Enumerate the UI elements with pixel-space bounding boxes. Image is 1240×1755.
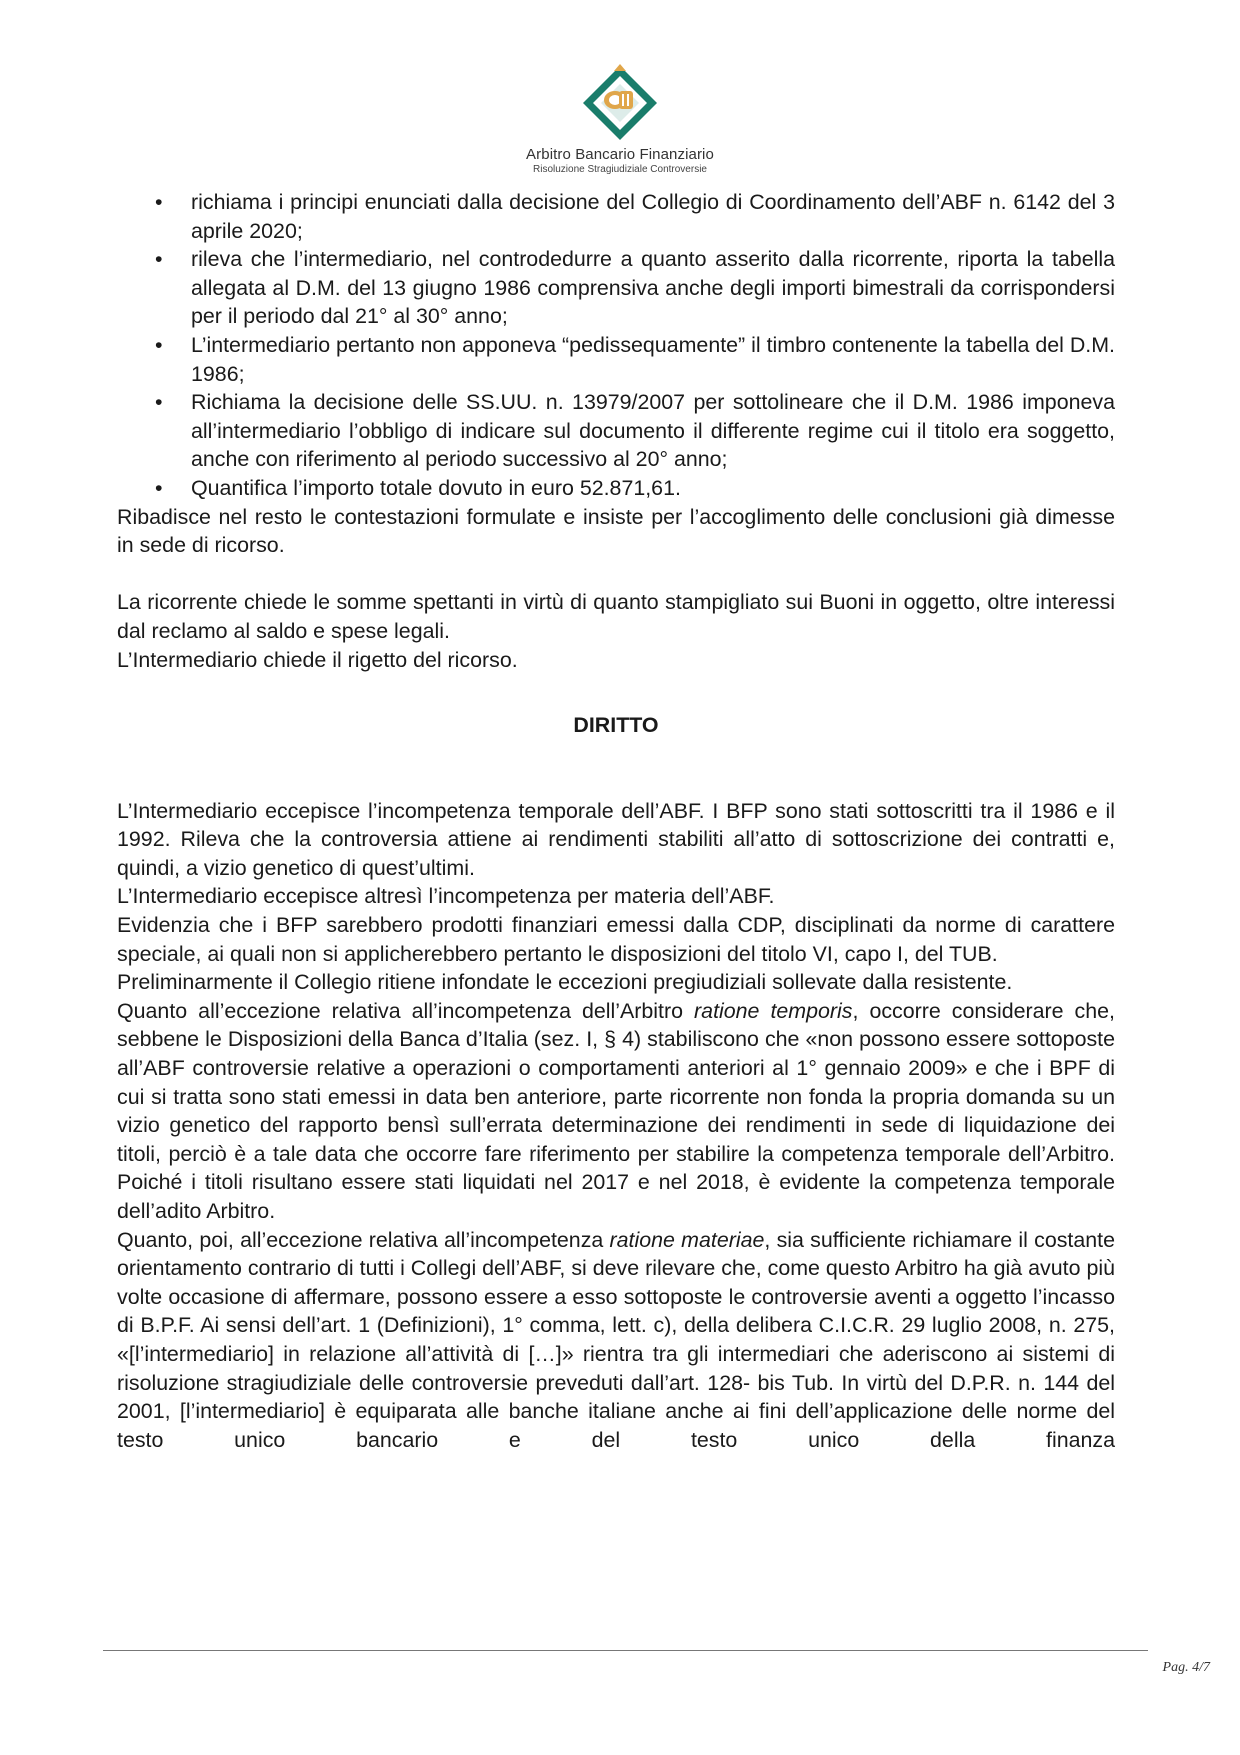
- bullet-item: • Richiama la decisione delle SS.UU. n. 13979/2007 per sottolineare che il D.M. 1986 imponeva all’intermediario l’obbligo di indicare sul documento il differente regime cui il titolo era soggetto, anche con riferimento al periodo successivo al 20° anno;: [117, 388, 1115, 474]
- diritto-paragraph-2: L’Intermediario eccepisce altresì l’incompetenza per materia dell’ABF.: [117, 884, 775, 909]
- text-run: Quanto all’eccezione relativa all’incompetenza dell’Arbitro: [117, 998, 695, 1023]
- text-run: Quanto, poi, all’eccezione relativa all’incompetenza: [117, 1227, 610, 1252]
- org-name: Arbitro Bancario Finanziario: [526, 146, 714, 163]
- section-heading: DIRITTO: [573, 713, 659, 738]
- document-body: [117, 188, 1115, 1454]
- paragraph-intermediario: L’Intermediario chiede il rigetto del ricorso.: [117, 647, 518, 672]
- bullet-item: • Quantifica l’importo totale dovuto in euro 52.871,61.: [117, 474, 1115, 503]
- footer-divider: [103, 1650, 1148, 1651]
- bullet-item: • rileva che l’intermediario, nel controdedurre a quanto asserito dalla ricorrente, riporta la tabella allegata al D.M. del 13 giugno 1986 comprensiva anche degli importi bimestrali da corrispondersi per il periodo dal 21° al 30° anno;: [117, 245, 1115, 331]
- spacer: [117, 674, 1115, 711]
- bullet-item: • richiama i principi enunciati dalla decisione del Collegio di Coordinamento dell’ABF n. 6142 del 3 aprile 2020;: [117, 188, 1115, 245]
- org-subtitle: Risoluzione Stragiudiziale Controversie: [533, 164, 707, 175]
- paragraph-ribadisce: Ribadisce nel resto le contestazioni formulate e insiste per l’accoglimento delle conclusioni già dimesse in sede di ricorso.: [117, 504, 1115, 558]
- spacer: [117, 740, 1115, 797]
- bullet-item: • L’intermediario pertanto non apponeva “pedissequamente” il timbro contenente la tabella del D.M. 1986;: [117, 331, 1115, 388]
- diritto-paragraph-4: Preliminarmente il Collegio ritiene infondate le eccezioni pregiudiziali sollevate dalla resistente.: [117, 970, 1013, 995]
- diritto-paragraph-3: Evidenzia che i BFP sarebbero prodotti finanziari emessi dalla CDP, disciplinati da norme di carattere speciale, ai quali non si applicherebbero pertanto le disposizioni del titolo VI, capo I, del TUB.: [117, 913, 1115, 966]
- text-run: , sia sufficiente richiamare il costante orientamento contrario di tutti i Collegi dell’ABF, si deve rilevare che, come questo Arbitro ha già avuto più volte occasione di affermare, possono essere a esso sottoposte le controversie aventi a oggetto l’incasso di B.P.F. Ai sensi dell’art. 1 (Definizioni), 1° comma, lett. c), della delibera C.I.C.R. 29 luglio 2008, n. 275, «[l’intermediario] in relazione all’attività di […]» rientra tra gli intermediari che aderiscono ai sistemi di risoluzione stragiudiziale delle controversie preveduti dall’art. 128- bis Tub. In virtù del D.P.R. n. 144 del 2001, [l’intermediario] è equiparata alle banche italiane anche ai fini dell’applicazione delle norme del testo unico bancario e del testo unico della finanza: [117, 1227, 1115, 1452]
- spacer: [117, 560, 1115, 589]
- abf-logo-icon: [579, 62, 661, 144]
- text-run: , occorre considerare che, sebbene le Disposizioni della Banca d’Italia (sez. I, § 4) stabiliscono che «non possono essere sottoposte all’ABF controversie relative a operazioni o comportamenti anteriori al 1° gennaio 2009» e che i BPF di cui si tratta sono stati emessi in data ben anteriore, parte ricorrente non fonda la propria domanda su un vizio genetico del rapporto bensì sull’errata determinazione dei rendimenti in sede di liquidazione dei titoli, perciò è a tale data che occorre fare riferimento per stabilire la competenza temporale dell’Arbitro. Poiché i titoli risultano essere stati liquidati nel 2017 e nel 2018, è evidente la competenza temporale dell’adito Arbitro.: [117, 998, 1115, 1223]
- diritto-paragraph-6: [117, 1226, 1115, 1455]
- page-number: Pag. 4/7: [1162, 1660, 1210, 1675]
- diritto-paragraph-5: [117, 997, 1115, 1226]
- bullet-list: [117, 188, 1115, 503]
- latin-term: ratione materiae: [609, 1227, 765, 1252]
- diritto-paragraph-1: L’Intermediario eccepisce l’incompetenza temporale dell’ABF. I BFP sono stati sottoscritti tra il 1986 e il 1992. Rileva che la controversia attiene ai rendimenti stabiliti all’atto di sottoscrizione dei contratti e, quindi, a vizio genetico di quest’ultimi.: [117, 798, 1115, 880]
- latin-term: ratione temporis: [694, 998, 853, 1023]
- header-logo: [490, 62, 750, 192]
- paragraph-ricorrente: La ricorrente chiede le somme spettanti in virtù di quanto stampigliato sui Buoni in oggetto, oltre interessi dal reclamo al saldo e spese legali.: [117, 590, 1115, 643]
